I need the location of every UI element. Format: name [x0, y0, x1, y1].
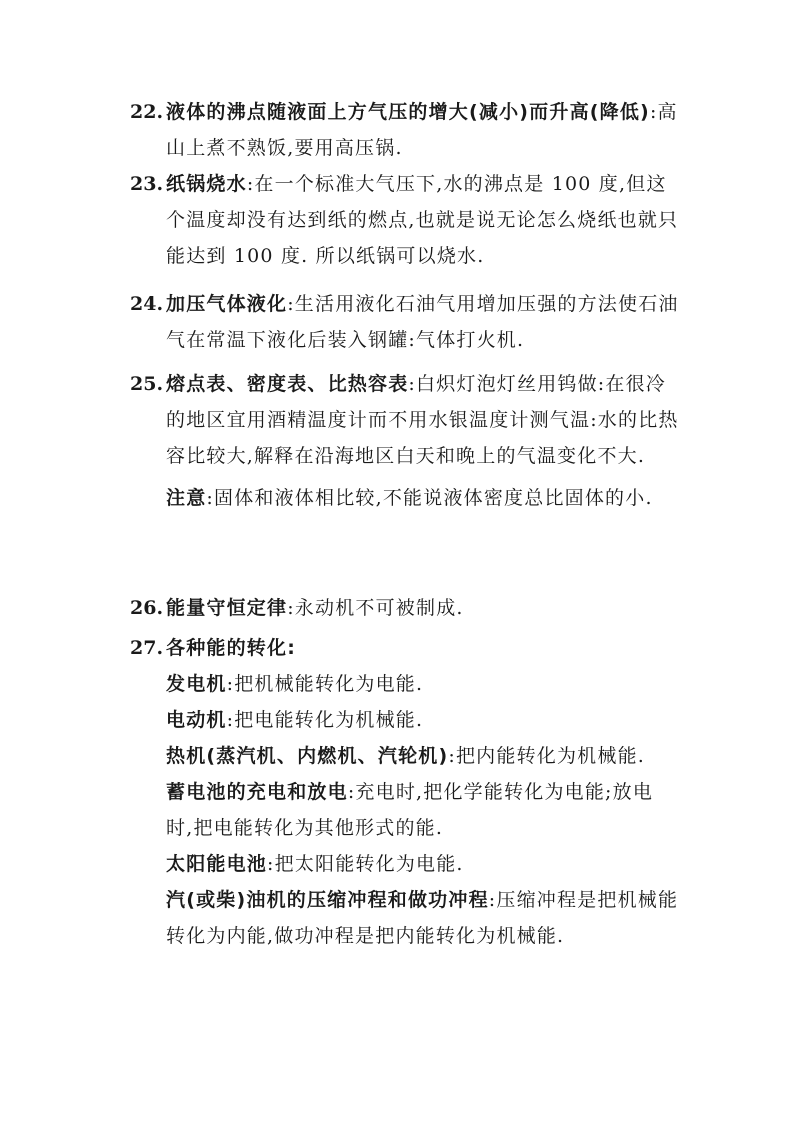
item-number: 25.	[130, 373, 164, 395]
list-item	[130, 286, 680, 358]
list-item	[130, 590, 680, 626]
item-text: :白炽灯泡灯丝用钨做:在很冷的地区宜用酒精温度计而不用水银温度计测气温:水的比热容比较大,解释在沿海地区白天和晚上的气温变化不大.	[166, 373, 679, 467]
item-text: :在一个标准大气压下,水的沸点是 100 度,但这个温度却没有达到纸的燃点,也就是说无论怎么烧纸也就只能达到 100 度. 所以纸锅可以烧水.	[166, 173, 679, 267]
item-number: 24.	[130, 293, 164, 315]
item-body	[166, 166, 680, 274]
item-text: :高山上煮不熟饭,要用高压锅.	[166, 101, 678, 159]
item-title: 能量守恒定律	[166, 597, 288, 619]
item-title: 纸锅烧水	[166, 173, 247, 195]
item-number: 27.	[130, 637, 164, 659]
item-title: 熔点表、密度表、比热容表	[166, 373, 409, 395]
item-body	[166, 366, 680, 474]
sub-item-text: :把机械能转化为电能.	[226, 673, 424, 695]
sub-item-text: :压缩冲程是把机械能转化为内能,做功冲程是把内能转化为机械能.	[166, 889, 679, 947]
list-item	[130, 166, 680, 274]
sub-item-text: :把太阳能转化为电能.	[267, 853, 464, 875]
item-number: 22.	[130, 101, 164, 123]
sub-item-label: 热机(蒸汽机、内燃机、汽轮机)	[166, 745, 449, 767]
sub-item-label: 蓄电池的充电和放电	[166, 781, 348, 803]
sub-item-label: 汽(或柴)油机的压缩冲程和做功冲程	[166, 889, 489, 911]
list-item	[130, 366, 680, 516]
note-label: 注意	[166, 487, 207, 509]
sub-item-label: 电动机	[166, 709, 227, 731]
note	[166, 480, 680, 516]
sub-item-text: :把电能转化为机械能.	[226, 709, 424, 731]
sub-item	[166, 882, 680, 954]
sub-item	[166, 774, 680, 846]
item-body	[166, 286, 680, 358]
item-number: 23.	[130, 173, 164, 195]
list-item	[130, 94, 680, 166]
item-body	[166, 590, 680, 626]
item-text: :永动机不可被制成.	[287, 597, 464, 619]
sub-item-text: :把内能转化为机械能.	[448, 745, 646, 767]
sub-item	[166, 702, 680, 738]
list-item	[130, 630, 680, 954]
sub-item-label: 太阳能电池	[166, 853, 268, 875]
sub-item	[166, 666, 680, 702]
item-title: 加压气体液化	[166, 293, 288, 315]
item-text: :生活用液化石油气用增加压强的方法使石油气在常温下液化后装入钢罐:气体打火机.	[166, 293, 679, 351]
item-body	[166, 630, 680, 666]
sub-item	[166, 738, 680, 774]
item-title: 液体的沸点随液面上方气压的增大(减小)而升高(降低)	[166, 101, 650, 123]
item-title: 各种能的转化:	[166, 637, 296, 659]
sub-item-label: 发电机	[166, 673, 227, 695]
sub-item-text: :充电时,把化学能转化为电能;放电时,把电能转化为其他形式的能.	[166, 781, 654, 839]
note-text: :固体和液体相比较,不能说液体密度总比固体的小.	[206, 487, 653, 509]
item-body	[166, 94, 680, 166]
item-number: 26.	[130, 597, 164, 619]
sub-item	[166, 846, 680, 882]
